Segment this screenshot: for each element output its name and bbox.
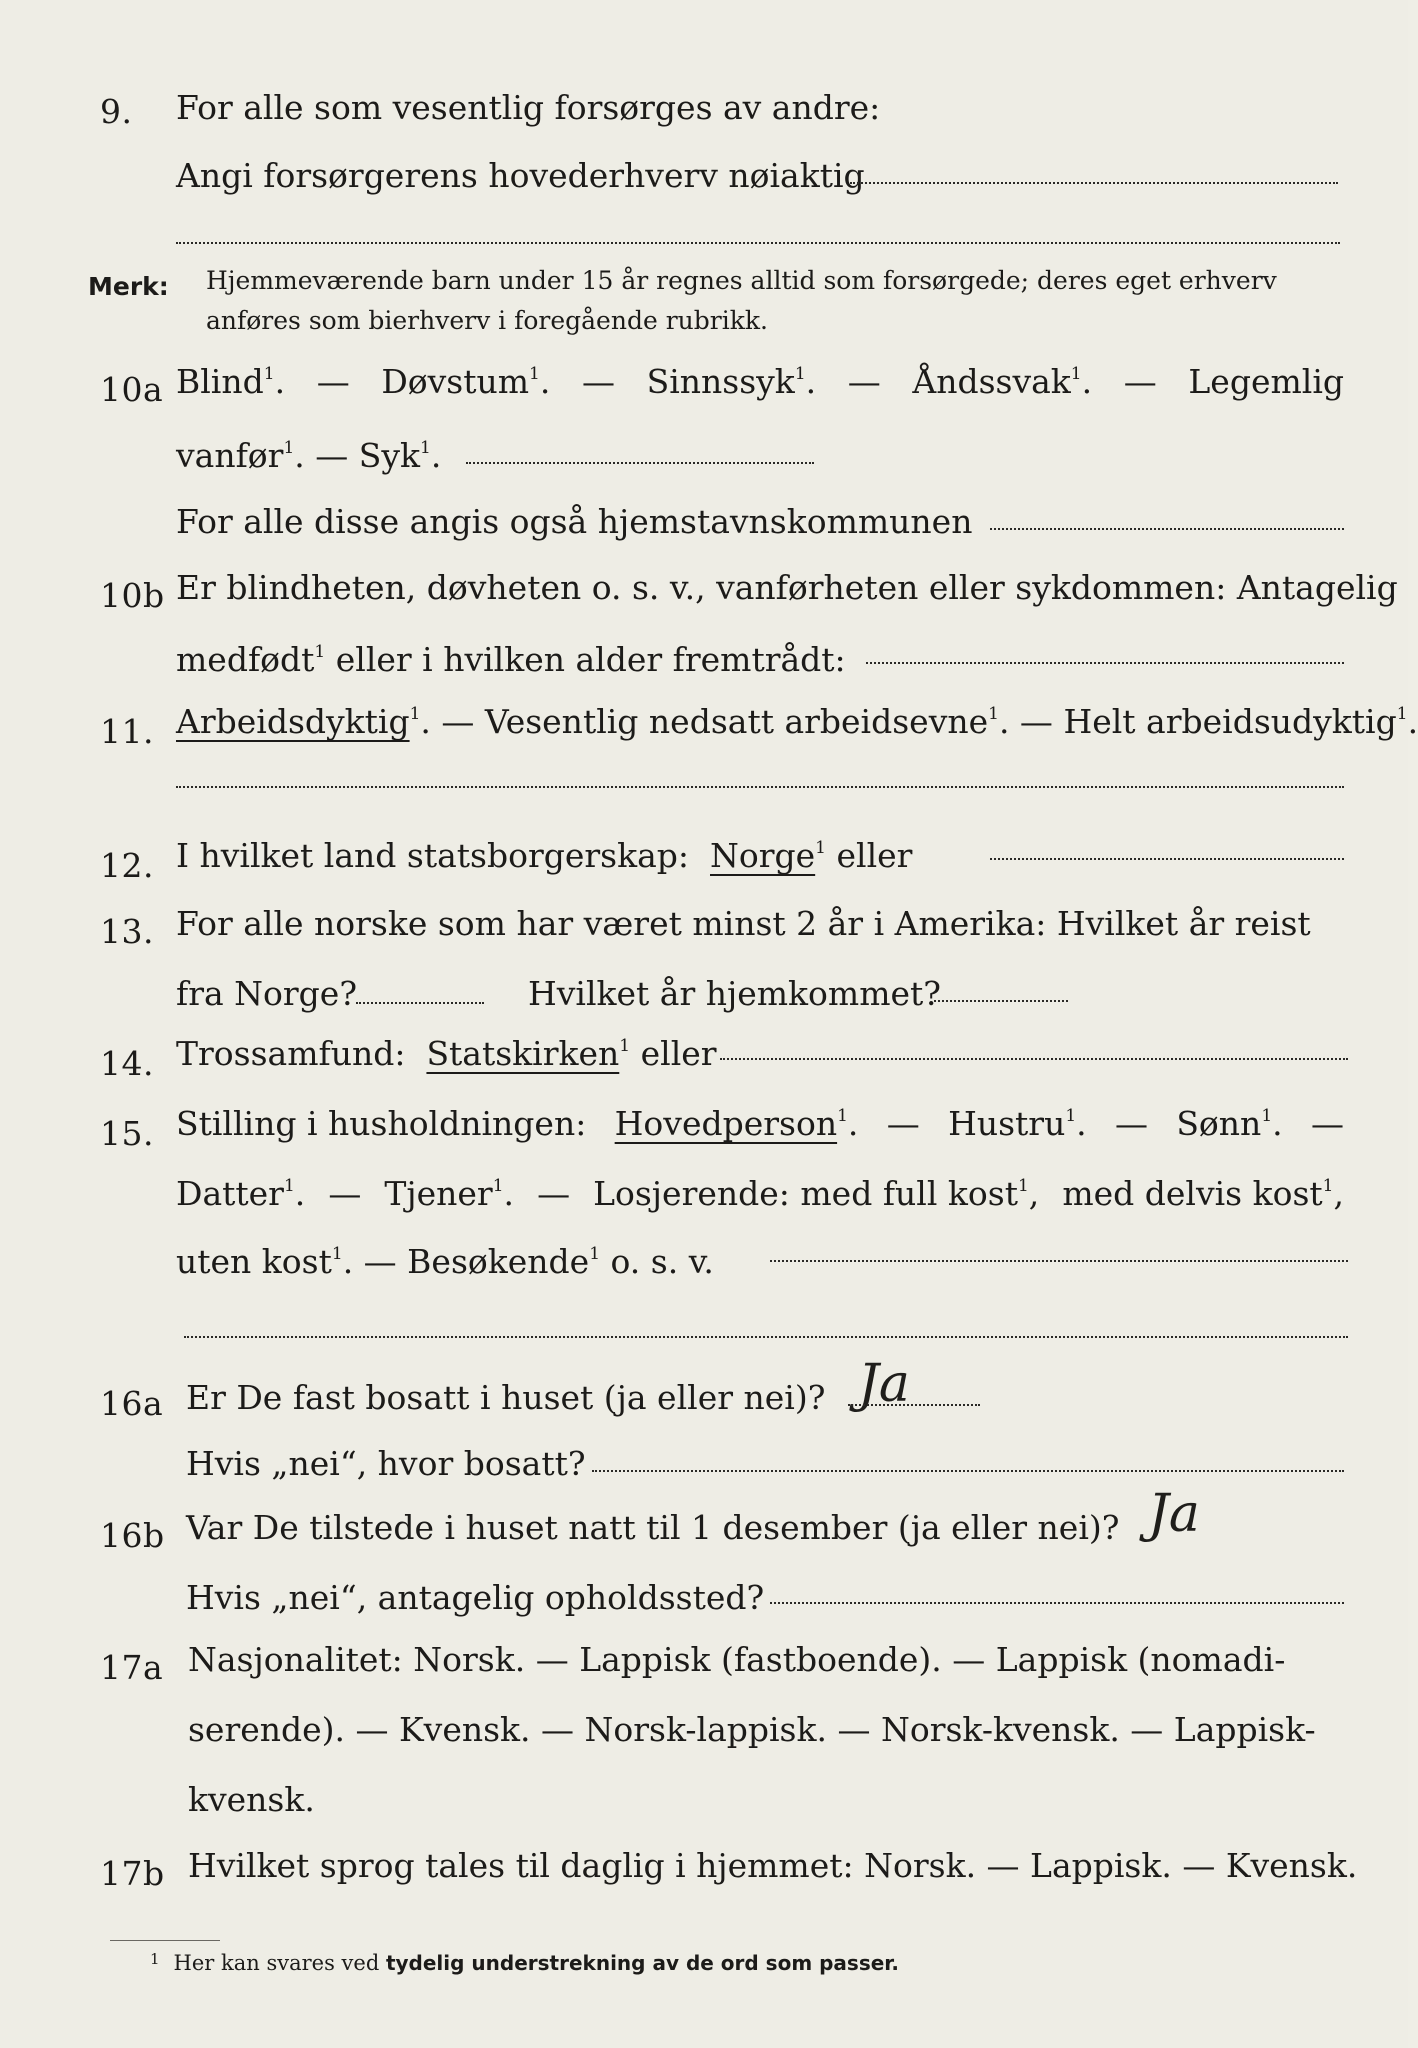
q14-line: Trossamfund: Statskirken$^1$ eller <box>176 1034 717 1073</box>
merk-line2: anføres som bierhverv i foregående rubrikk. <box>206 306 768 335</box>
q17a-line3: kvensk. <box>188 1780 315 1819</box>
q10b-number: 10b <box>100 576 165 615</box>
q10a-andssvak: Åndssvak$^1$. <box>912 362 1093 401</box>
q12-answer-line[interactable] <box>990 858 1344 860</box>
q10a-legemlig: Legemlig <box>1188 362 1344 401</box>
q10b-line2: medfødt$^1$ eller i hvilken alder fremtrådt: <box>176 640 846 679</box>
q10a-sinnssyk: Sinnssyk$^1$. <box>646 362 817 401</box>
q9-line2 <box>176 156 1344 195</box>
q14-number: 14. <box>100 1044 154 1083</box>
q16a-answer-line[interactable] <box>848 1404 980 1406</box>
q17a-number: 17a <box>100 1648 164 1687</box>
q16a-handwritten-answer: Ja <box>858 1354 910 1414</box>
q15-number: 15. <box>100 1114 154 1153</box>
q13-line1: For alle norske som har været minst 2 år i Amerika: Hvilket år reist <box>176 904 1311 943</box>
q16b-handwritten-answer: Ja <box>1148 1484 1200 1544</box>
q17a-line1: Nasjonalitet: Norsk. — Lappisk (fastboende). — Lappisk (nomadi- <box>188 1640 1286 1679</box>
q15-hovedperson: Hovedperson <box>614 1104 838 1143</box>
q9-line1: For alle som vesentlig forsørges av andre: <box>176 88 881 127</box>
q12-number: 12. <box>100 846 154 885</box>
q10a-line2: vanfør$^1$. — Syk$^1$. <box>176 436 442 475</box>
q15-extra-line[interactable] <box>184 1336 1348 1338</box>
q13-reist-line[interactable] <box>356 1002 484 1004</box>
merk-label: Merk: <box>88 272 169 301</box>
footnote-divider <box>110 1940 220 1941</box>
q13-hjemkommet-line[interactable] <box>934 1000 1068 1002</box>
q11-arbeidsdyktig: Arbeidsdyktig <box>176 702 410 741</box>
q13-number: 13. <box>100 912 154 951</box>
q16b-opholdssted-line[interactable] <box>770 1602 1344 1604</box>
q15-answer-line[interactable] <box>770 1260 1348 1262</box>
q16b-line1: Var De tilstede i huset natt til 1 desember (ja eller nei)? <box>186 1508 1120 1547</box>
q15-line1: Stilling i husholdningen: Hovedperson$^1$. — Hustru$^1$. — Sønn$^1$. — <box>176 1104 1344 1143</box>
q14-answer-line[interactable] <box>720 1058 1348 1060</box>
q9-line2-text: Angi forsørgerens hovederhverv nøiaktig <box>176 156 865 195</box>
q16b-line2: Hvis „nei“, antagelig opholdssted? <box>186 1578 765 1617</box>
q10a-hjemstavn-line[interactable] <box>990 528 1344 530</box>
q10a-answer-line[interactable] <box>466 462 814 464</box>
q10a-dovstum: Døvstum$^1$. <box>381 362 551 401</box>
q10a-blind: Blind$^1$. <box>176 362 286 401</box>
q13-line2b: Hvilket år hjemkommet? <box>528 974 941 1013</box>
q9-extra-line[interactable] <box>176 242 1340 244</box>
q12-norge: Norge <box>710 836 816 875</box>
q9-number: 9. <box>100 92 133 131</box>
q10a-number: 10a <box>100 370 164 409</box>
q10b-answer-line[interactable] <box>866 662 1344 664</box>
q16a-line2: Hvis „nei“, hvor bosatt? <box>186 1444 586 1483</box>
q11-line: Arbeidsdyktig$^1$. — Vesentlig nedsatt arbeidsevne$^1$. — Helt arbeidsudyktig$^1$. <box>176 702 1418 741</box>
q17b-line1: Hvilket sprog tales til daglig i hjemmet: Norsk. — Lappisk. — Kvensk. <box>188 1846 1358 1885</box>
q11-extra-line[interactable] <box>176 786 1344 788</box>
q16a-number: 16a <box>100 1384 164 1423</box>
q11-number: 11. <box>100 712 154 751</box>
merk-line1: Hjemmeværende barn under 15 år regnes alltid som forsørgede; deres eget erhverv <box>206 266 1277 295</box>
q10a-line3: For alle disse angis også hjemstavnskommunen <box>176 502 973 541</box>
q17a-line2: serende). — Kvensk. — Norsk-lappisk. — Norsk-kvensk. — Lappisk- <box>188 1710 1316 1749</box>
q14-statskirken: Statskirken <box>426 1034 620 1073</box>
q16a-line1: Er De fast bosatt i huset (ja eller nei)? <box>186 1378 826 1417</box>
footnote: $^1$ Her kan svares ved tydelig understrekning av de ord som passer. <box>150 1950 899 1975</box>
q10b-line1: Er blindheten, døvheten o. s. v., vanførheten eller sykdommen: Antagelig <box>176 568 1398 607</box>
q13-line2: fra Norge? <box>176 974 358 1013</box>
q9-answer-line[interactable] <box>850 182 1338 184</box>
q15-line3: uten kost$^1$. — Besøkende$^1$ o. s. v. <box>176 1242 714 1281</box>
q16a-bosatt-line[interactable] <box>592 1470 1344 1472</box>
q17b-number: 17b <box>100 1854 165 1893</box>
q12-line: I hvilket land statsborgerskap: Norge$^1$ eller <box>176 836 913 875</box>
q15-line2: Datter$^1$. — Tjener$^1$. — Losjerende: med full kost$^1$, med delvis kost$^1$, <box>176 1174 1344 1213</box>
q10a-line1: Blind$^1$. — Døvstum$^1$. — Sinnssyk$^1$. — Åndssvak$^1$. — Legemlig <box>176 362 1344 401</box>
q16b-number: 16b <box>100 1516 165 1555</box>
